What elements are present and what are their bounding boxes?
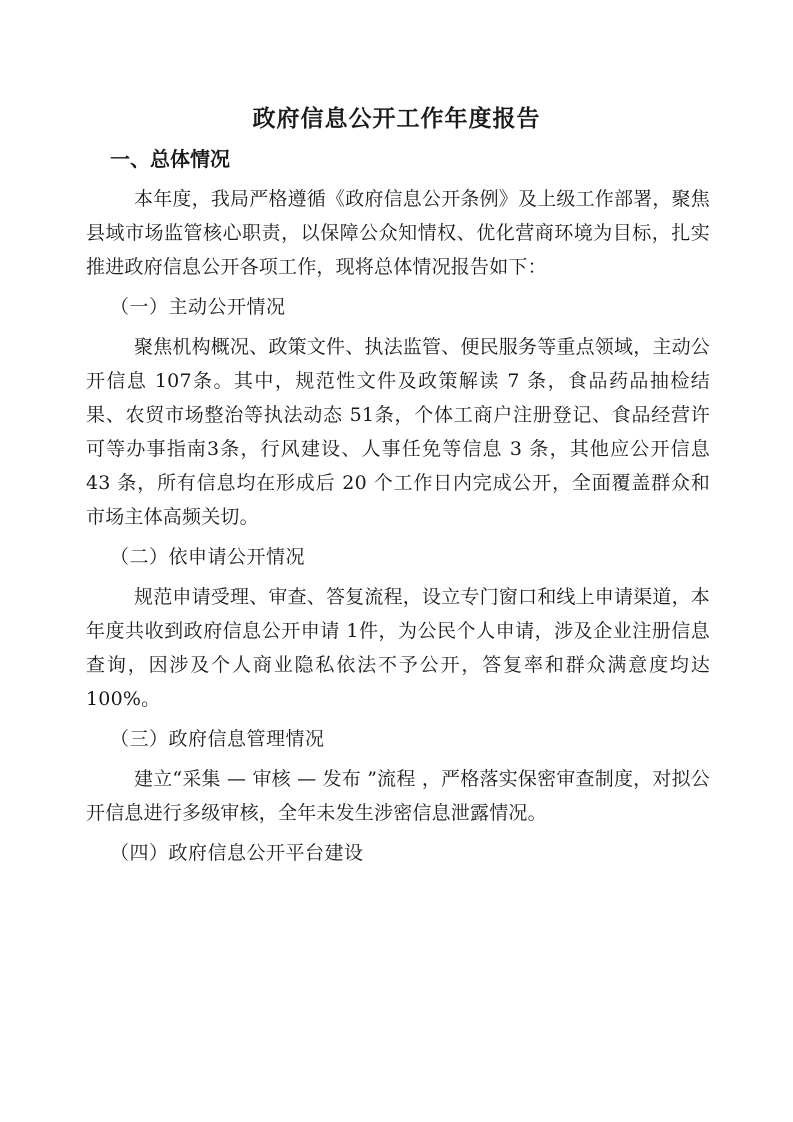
request-disclosure-paragraph: 规范申请受理、审查、答复流程，设立专门窗口和线上申请渠道，本年度共收到政府信息公开申请 1件，为公民个人申请，涉及企业注册信息查询，因涉及个人商业隐私依法不予公开，答复率和群众满意度均达 100%。 xyxy=(86,586,711,710)
subsection-heading-platform-construction: （四）政府信息公开平台建设 xyxy=(110,842,364,864)
section-heading-overview: 一、总体情况 xyxy=(110,147,230,171)
subsection-heading-information-management: （三）政府信息管理情况 xyxy=(110,728,325,750)
subsection-heading-proactive-disclosure: （一）主动公开情况 xyxy=(110,296,286,318)
document-body xyxy=(86,142,710,870)
overview-intro-paragraph: 本年度，我局严格遵循《政府信息公开条例》及上级工作部署，聚焦县域市场监管核心职责，以保障公众知情权、优化营商环境为目标，扎实推进政府信息公开各项工作，现将总体情况报告如下： xyxy=(86,188,711,278)
page-title: 政府信息公开工作年度报告 xyxy=(252,106,541,132)
information-management-paragraph: 建立“采集 — 审核 — 发布 ”流程 ，严格落实保密审查制度，对拟公开信息进行多级审核，全年未发生涉密信息泄露情况。 xyxy=(86,768,710,824)
subsection-heading-request-disclosure: （二）依申请公开情况 xyxy=(110,546,306,568)
proactive-disclosure-paragraph: 聚焦机构概况、政策文件、执法监管、便民服务等重点领域，主动公开信息 107条。其中，规范性文件及政策解读 7 条，食品药品抽检结果、农贸市场整治等执法动态 51条，个体工商户注册登记、食品经营许可等办事指南3条，行风建设、人事任免等信息 3 条，其他应公开信息 43 条，所有信息均在形成后 20 个工作日内完成公开，全面覆盖群众和市场主体高频关切。 xyxy=(86,336,711,528)
